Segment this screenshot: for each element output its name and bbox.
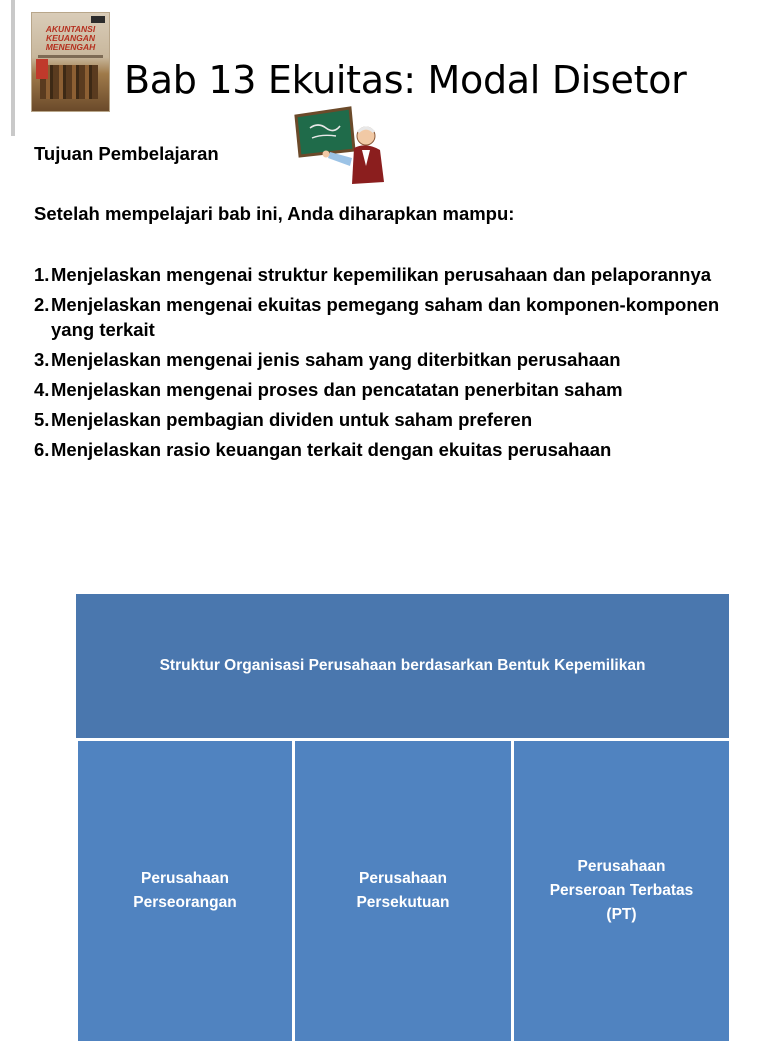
list-item-number: 6. [34, 439, 50, 460]
list-item-number: 2. [34, 294, 50, 315]
org-box-limited-company: Perusahaan Perseroan Terbatas (PT) [514, 741, 729, 1041]
list-item-text: Menjelaskan mengenai proses dan pencatatan penerbitan saham [51, 379, 623, 400]
list-item-text: Menjelaskan mengenai jenis saham yang diterbitkan perusahaan [51, 349, 621, 370]
list-item-number: 1. [34, 264, 50, 285]
org-chart-header: Struktur Organisasi Perusahaan berdasarkan Bentuk Kepemilikan [76, 594, 729, 738]
book-cover-title: AKUNTANSI KEUANGAN MENENGAH [45, 24, 96, 52]
page-title: Bab 13 Ekuitas: Modal Disetor [124, 58, 687, 102]
objectives-list [34, 262, 734, 467]
list-item-number: 3. [34, 349, 50, 370]
org-structure-diagram [76, 594, 729, 1034]
list-item [34, 262, 734, 287]
list-item-text: Menjelaskan mengenai struktur kepemilikan perusahaan dan pelaporannya [51, 264, 712, 285]
list-item [34, 377, 734, 402]
teacher-chalkboard-icon [292, 106, 392, 188]
list-item-number: 4. [34, 379, 50, 400]
org-box-sole-proprietorship: Perusahaan Perseorangan [78, 741, 292, 1041]
list-item-text: Menjelaskan mengenai ekuitas pemegang saham dan komponen-komponen yang terkait [51, 294, 720, 340]
section-heading: Tujuan Pembelajaran [34, 143, 219, 164]
list-item [34, 292, 734, 342]
list-item-number: 5. [34, 409, 50, 430]
intro-text: Setelah mempelajari bab ini, Anda diharapkan mampu: [34, 203, 515, 224]
list-item [34, 347, 734, 372]
list-item [34, 437, 734, 462]
left-divider [11, 0, 15, 136]
list-item-text: Menjelaskan rasio keuangan terkait dengan ekuitas perusahaan [51, 439, 612, 460]
list-item [34, 407, 734, 432]
list-item-text: Menjelaskan pembagian dividen untuk saham preferen [51, 409, 533, 430]
org-box-partnership: Perusahaan Persekutuan [295, 741, 511, 1041]
book-cover-image [32, 13, 109, 111]
